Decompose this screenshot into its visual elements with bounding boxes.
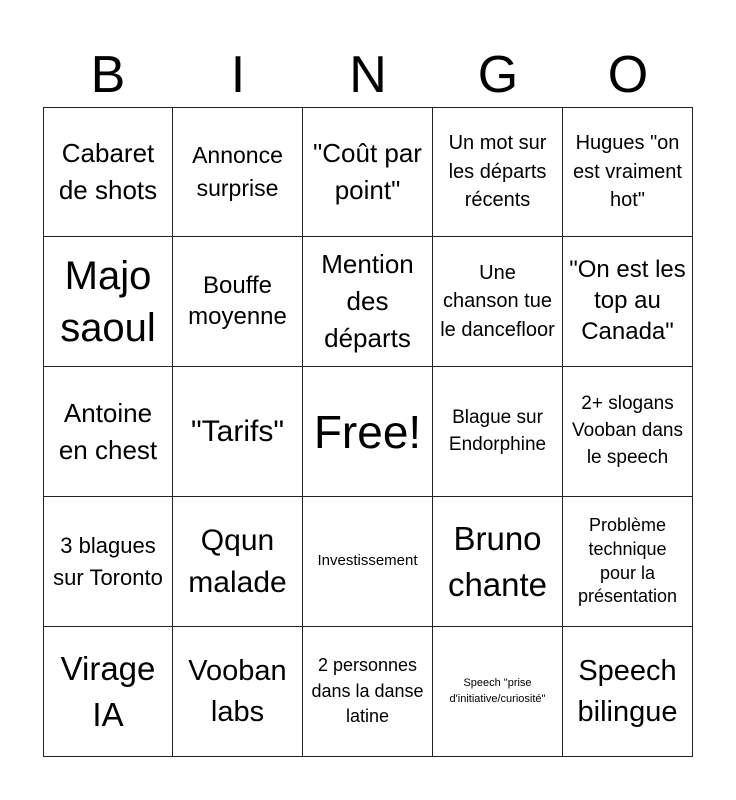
header-letter-b: B xyxy=(90,46,126,104)
bingo-cell-r1c1[interactable] xyxy=(43,107,173,237)
cell-text: Cabaret de shots xyxy=(58,138,158,205)
header-letter-g: G xyxy=(477,46,519,104)
bingo-board xyxy=(43,107,693,757)
bingo-cell-r5c5[interactable] xyxy=(563,627,693,757)
bingo-cell-r3c4[interactable] xyxy=(433,367,563,497)
cell-text: Qqun malade xyxy=(188,523,287,599)
cell-text: Speech bilingue xyxy=(577,655,678,728)
bingo-cell-r4c3[interactable] xyxy=(303,497,433,627)
bingo-cell-r4c5[interactable] xyxy=(563,497,693,627)
bingo-cell-r2c5[interactable] xyxy=(563,237,693,367)
cell-text: Virage IA xyxy=(60,649,156,733)
cell-text: Bruno chante xyxy=(447,519,548,603)
cell-text: "Coût par point" xyxy=(313,138,422,205)
bingo-cell-r3c3-free[interactable] xyxy=(303,367,433,497)
bingo-cell-r1c4[interactable] xyxy=(433,107,563,237)
cell-text: "Tarifs" xyxy=(191,414,284,448)
cell-text: "On est les top au Canada" xyxy=(569,256,686,345)
bingo-cell-r3c5[interactable] xyxy=(563,367,693,497)
cell-text: 3 blagues sur Toronto xyxy=(53,532,163,590)
bingo-cell-r5c1[interactable] xyxy=(43,627,173,757)
cell-text: Speech "prise d'initiative/curiosité" xyxy=(449,676,546,705)
cell-text: Problème technique pour la présentation xyxy=(577,514,678,607)
bingo-cell-r1c5[interactable] xyxy=(563,107,693,237)
header-letter-i: I xyxy=(230,46,246,104)
header-letter-o: O xyxy=(607,46,649,104)
bingo-cell-r5c4[interactable] xyxy=(433,627,563,757)
bingo-cell-r2c2[interactable] xyxy=(173,237,303,367)
cell-text: Annonce surprise xyxy=(192,142,283,201)
bingo-cell-r4c2[interactable] xyxy=(173,497,303,627)
bingo-cell-r4c4[interactable] xyxy=(433,497,563,627)
bingo-cell-r3c2[interactable] xyxy=(173,367,303,497)
bingo-cell-r2c4[interactable] xyxy=(433,237,563,367)
bingo-cell-r4c1[interactable] xyxy=(43,497,173,627)
bingo-cell-r1c3[interactable] xyxy=(303,107,433,237)
cell-text: 2 personnes dans la danse latine xyxy=(311,655,424,727)
cell-text: Free! xyxy=(313,405,422,458)
bingo-cell-r5c2[interactable] xyxy=(173,627,303,757)
bingo-cell-r3c1[interactable] xyxy=(43,367,173,497)
cell-text: Vooban labs xyxy=(188,655,287,728)
bingo-header xyxy=(43,42,693,108)
cell-text: Mention des départs xyxy=(321,249,414,353)
bingo-cell-r5c3[interactable] xyxy=(303,627,433,757)
cell-text: Une chanson tue le dancefloor xyxy=(440,261,555,341)
cell-text: Un mot sur les départs récents xyxy=(448,132,547,212)
cell-text: Blague sur Endorphine xyxy=(448,406,547,455)
cell-text: Majo saoul xyxy=(60,253,156,350)
header-letter-n: N xyxy=(349,46,387,104)
cell-text: Investissement xyxy=(317,552,418,570)
cell-text: Hugues "on est vraiment hot" xyxy=(573,132,682,212)
cell-text: Bouffe moyenne xyxy=(188,271,287,330)
cell-text: 2+ slogans Vooban dans le speech xyxy=(572,393,683,468)
cell-text: Antoine en chest xyxy=(58,397,158,465)
bingo-cell-r2c1[interactable] xyxy=(43,237,173,367)
bingo-cell-r2c3[interactable] xyxy=(303,237,433,367)
bingo-cell-r1c2[interactable] xyxy=(173,107,303,237)
